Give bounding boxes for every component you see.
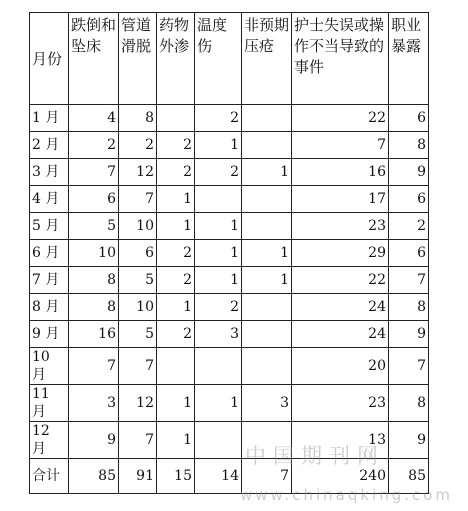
extravasation-cell: 2 [157,132,195,159]
extravasation-cell: 2 [157,240,195,267]
exposure-cell: 8 [389,294,429,321]
falls-cell: 5 [69,213,119,240]
total-cell: 85 [389,459,429,494]
pressure-cell [242,213,292,240]
temperature-cell: 1 [195,213,242,240]
header-temperature-injury: 温度伤 [195,13,242,105]
watermark-url: www.chinaqking.com [240,486,454,504]
header-row [30,13,429,105]
table-row [30,267,429,294]
tube-cell: 7 [119,348,157,385]
falls-cell: 8 [69,294,119,321]
tube-cell: 12 [119,159,157,186]
header-tube-slippage: 管道滑脱 [119,13,157,105]
tube-cell: 7 [119,422,157,459]
temperature-cell [195,186,242,213]
extravasation-cell: 2 [157,267,195,294]
error-cell: 17 [292,186,389,213]
month-cell: 2 月 [30,132,69,159]
header-nurse-error: 护士失误或操作不当导致的事件 [292,13,389,105]
header-drug-extravasation: 药物外渗 [157,13,195,105]
pressure-cell [242,105,292,132]
error-cell: 24 [292,321,389,348]
error-cell: 16 [292,159,389,186]
tube-cell: 5 [119,267,157,294]
tube-cell: 7 [119,186,157,213]
month-cell: 11 月 [30,385,69,422]
table-row [30,422,429,459]
falls-cell: 10 [69,240,119,267]
month-cell: 3 月 [30,159,69,186]
pressure-cell [242,294,292,321]
month-cell: 5 月 [30,213,69,240]
tube-cell: 2 [119,132,157,159]
total-cell: 85 [69,459,119,494]
extravasation-cell: 2 [157,321,195,348]
table-row [30,348,429,385]
table-row [30,105,429,132]
falls-cell: 3 [69,385,119,422]
total-label: 合计 [30,459,69,494]
exposure-cell: 8 [389,385,429,422]
month-cell: 8 月 [30,294,69,321]
watermark-cn: 中国期刊网 [245,444,385,468]
table-row [30,159,429,186]
exposure-cell: 6 [389,240,429,267]
extravasation-cell [157,348,195,385]
extravasation-cell: 1 [157,294,195,321]
exposure-cell: 7 [389,348,429,385]
error-cell: 22 [292,105,389,132]
error-cell: 23 [292,213,389,240]
total-cell: 240 [292,459,389,494]
pressure-cell: 3 [242,385,292,422]
falls-cell: 8 [69,267,119,294]
error-cell: 22 [292,267,389,294]
extravasation-cell [157,105,195,132]
falls-cell: 16 [69,321,119,348]
tube-cell: 6 [119,240,157,267]
month-cell: 10 月 [30,348,69,385]
falls-cell: 7 [69,159,119,186]
month-cell: 1 月 [30,105,69,132]
pressure-cell [242,186,292,213]
error-cell: 7 [292,132,389,159]
table-row [30,132,429,159]
falls-cell: 4 [69,105,119,132]
error-cell: 20 [292,348,389,385]
month-cell: 12 月 [30,422,69,459]
error-cell: 23 [292,385,389,422]
extravasation-cell: 2 [157,159,195,186]
total-cell: 15 [157,459,195,494]
error-cell: 29 [292,240,389,267]
pressure-cell [242,132,292,159]
extravasation-cell: 1 [157,213,195,240]
incident-table [29,12,429,494]
tube-cell: 5 [119,321,157,348]
pressure-cell: 1 [242,240,292,267]
falls-cell: 7 [69,348,119,385]
header-occupational-exposure: 职业暴露 [389,13,429,105]
pressure-cell: 1 [242,159,292,186]
table-row [30,321,429,348]
exposure-cell: 6 [389,105,429,132]
falls-cell: 2 [69,132,119,159]
pressure-cell [242,422,292,459]
total-cell: 91 [119,459,157,494]
pressure-cell: 1 [242,267,292,294]
total-cell: 7 [242,459,292,494]
tube-cell: 10 [119,294,157,321]
temperature-cell: 2 [195,105,242,132]
month-cell: 7 月 [30,267,69,294]
month-cell: 6 月 [30,240,69,267]
temperature-cell: 2 [195,159,242,186]
exposure-cell: 7 [389,267,429,294]
total-cell: 14 [195,459,242,494]
temperature-cell: 1 [195,385,242,422]
header-pressure-ulcer: 非预期压疮 [242,13,292,105]
exposure-cell: 9 [389,422,429,459]
pressure-cell [242,321,292,348]
temperature-cell [195,422,242,459]
table-row [30,240,429,267]
header-month: 月份 [30,13,69,105]
table-row [30,186,429,213]
month-cell: 9 月 [30,321,69,348]
tube-cell: 12 [119,385,157,422]
falls-cell: 9 [69,422,119,459]
exposure-cell: 2 [389,213,429,240]
tube-cell: 8 [119,105,157,132]
header-falls: 跌倒和坠床 [69,13,119,105]
temperature-cell: 1 [195,132,242,159]
error-cell: 13 [292,422,389,459]
tube-cell: 10 [119,213,157,240]
temperature-cell [195,348,242,385]
temperature-cell: 2 [195,294,242,321]
exposure-cell: 9 [389,321,429,348]
temperature-cell: 1 [195,267,242,294]
pressure-cell [242,348,292,385]
month-cell: 4 月 [30,186,69,213]
table-row [30,213,429,240]
temperature-cell: 1 [195,240,242,267]
total-row [30,459,429,494]
temperature-cell: 3 [195,321,242,348]
error-cell: 24 [292,294,389,321]
exposure-cell: 8 [389,132,429,159]
table-row [30,385,429,422]
table-row [30,294,429,321]
falls-cell: 6 [69,186,119,213]
extravasation-cell: 1 [157,422,195,459]
extravasation-cell: 1 [157,385,195,422]
extravasation-cell: 1 [157,186,195,213]
exposure-cell: 6 [389,186,429,213]
exposure-cell: 9 [389,159,429,186]
